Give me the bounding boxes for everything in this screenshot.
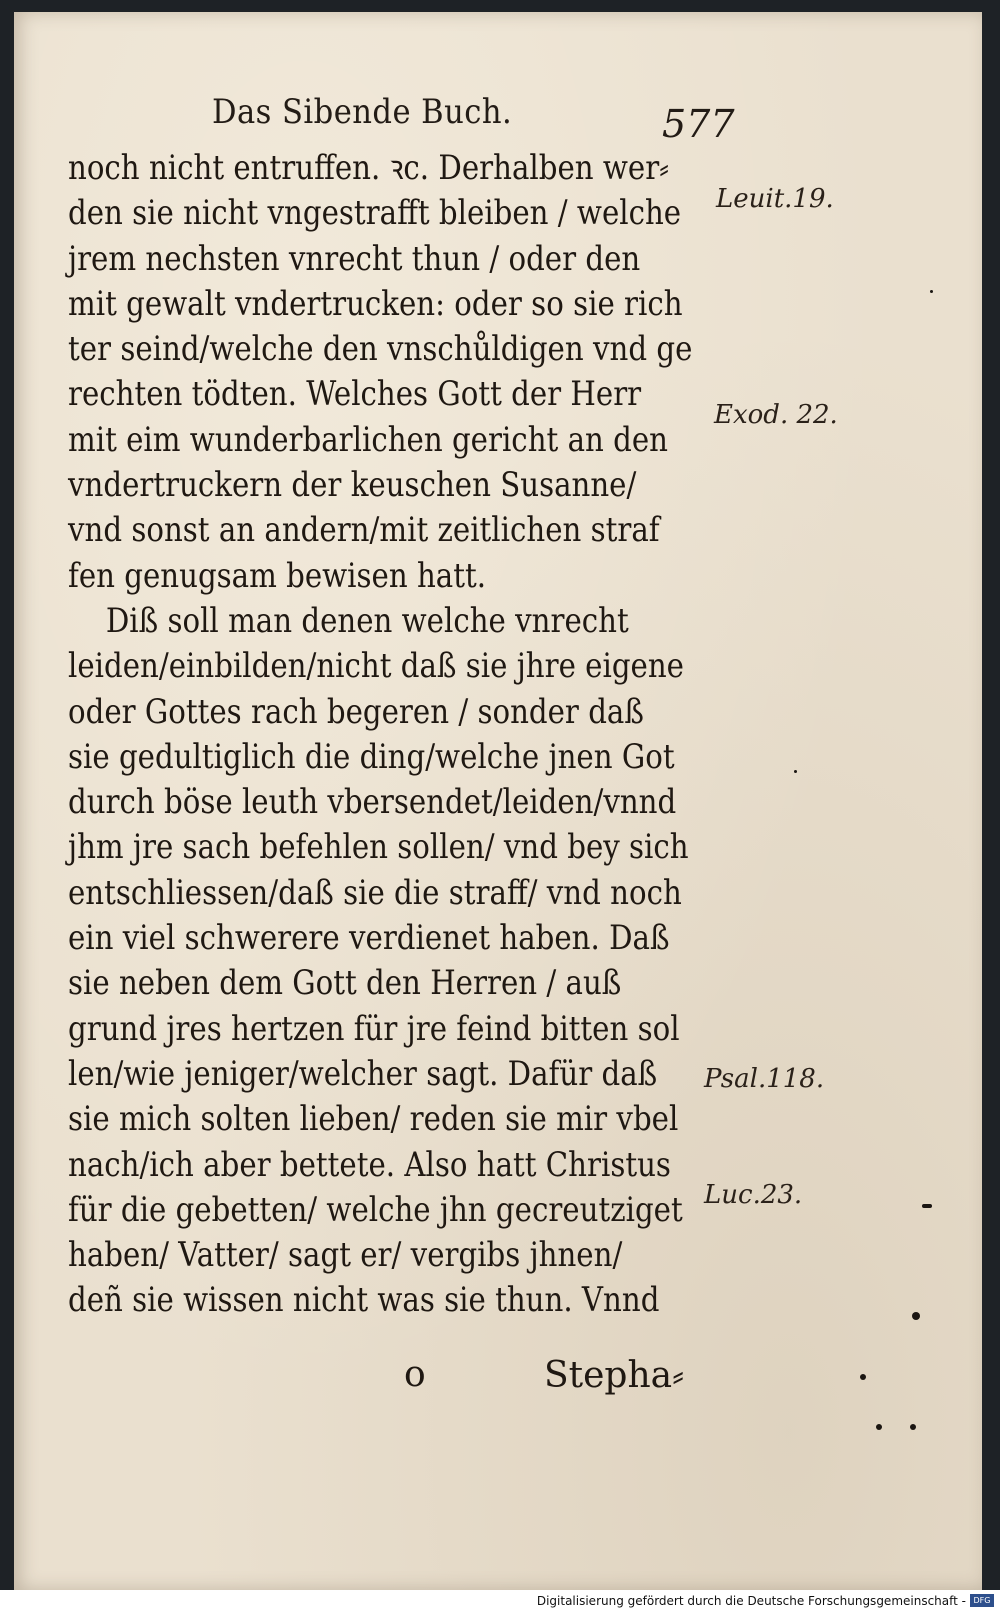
ink-speck bbox=[930, 290, 933, 293]
text-line: mit gewalt vndertrucken: oder so sie rich bbox=[68, 283, 683, 324]
text-line: sie neben dem Gott den Herren / auß bbox=[68, 963, 622, 1004]
text-line: haben/ Vatter/ sagt er/ vergibs jhnen/ bbox=[68, 1235, 623, 1276]
text-line: ein viel schwerere verdienet haben. Daß bbox=[68, 918, 670, 959]
signature-mark: o bbox=[404, 1354, 426, 1395]
text-line: vnd sonst an andern/mit zeitlichen straf bbox=[68, 510, 660, 551]
text-line: für die gebetten/ welche jhn gecreutziget bbox=[68, 1189, 683, 1230]
ink-speck bbox=[922, 1204, 932, 1208]
ink-speck bbox=[876, 1424, 882, 1430]
running-head: Das Sibende Buch. bbox=[212, 92, 513, 132]
text-line: deñ sie wissen nicht was sie thun. Vnnd bbox=[68, 1280, 660, 1321]
ink-speck bbox=[794, 770, 797, 773]
text-line: fen genugsam bewisen hatt. bbox=[68, 555, 487, 596]
marginal-note: Exod. 22. bbox=[714, 400, 838, 430]
text-line: mit eim wunderbarlichen gericht an den bbox=[68, 419, 668, 460]
catchword-row bbox=[394, 1354, 734, 1404]
text-line: oder Gottes rach begeren / sonder daß bbox=[68, 691, 644, 732]
text-line: jrem nechsten vnrecht thun / oder den bbox=[68, 238, 641, 279]
page-number: 577 bbox=[662, 102, 735, 146]
text-line: noch nicht entruffen. ꝛc. Derhalben wer⸗ bbox=[68, 148, 669, 188]
marginal-note: Psal.118. bbox=[704, 1064, 825, 1094]
ink-speck bbox=[860, 1374, 866, 1380]
body-text bbox=[68, 146, 728, 1324]
ink-speck bbox=[910, 1424, 916, 1430]
text-line: Diß soll man denen welche vnrecht bbox=[105, 600, 629, 641]
text-line: grund jres hertzen für jre feind bitten sol bbox=[68, 1008, 680, 1049]
text-line: sie gedultiglich die ding/welche jnen Got bbox=[68, 736, 675, 777]
text-line: len/wie jeniger/welcher sagt. Dafür daß bbox=[68, 1053, 658, 1094]
book-page bbox=[14, 12, 982, 1590]
footer-bar bbox=[0, 1590, 1000, 1612]
text-line: nach/ich aber bettete. Also hatt Christus bbox=[68, 1144, 671, 1185]
footer-credit: Digitalisierung gefördert durch die Deutsche Forschungsgemeinschaft - bbox=[536, 1594, 966, 1608]
marginal-note: Leuit.19. bbox=[716, 184, 834, 214]
text-line: vndertruckern der keuschen Susanne/ bbox=[68, 465, 637, 506]
text-line: rechten tödten. Welches Gott der Herr bbox=[68, 374, 642, 415]
text-line: durch böse leuth vbersendet/leiden/vnnd bbox=[68, 782, 677, 823]
marginal-note: Luc.23. bbox=[704, 1180, 803, 1210]
text-line: den sie nicht vngestrafft bleiben / welche bbox=[68, 193, 682, 234]
text-line: jhm jre sach befehlen sollen/ vnd bey sich bbox=[68, 827, 689, 868]
text-line: leiden/einbilden/nicht daß sie jhre eigene bbox=[68, 646, 684, 687]
text-line: sie mich solten lieben/ reden sie mir vbel bbox=[68, 1099, 679, 1140]
dfg-logo: DFG bbox=[970, 1594, 994, 1607]
ink-speck bbox=[912, 1312, 920, 1320]
text-line: ter seind/welche den vnschůldigen vnd ge bbox=[68, 329, 693, 370]
catchword: Stepha⸗ bbox=[544, 1355, 685, 1396]
text-line: entschliessen/daß sie die straff/ vnd noch bbox=[68, 872, 682, 913]
